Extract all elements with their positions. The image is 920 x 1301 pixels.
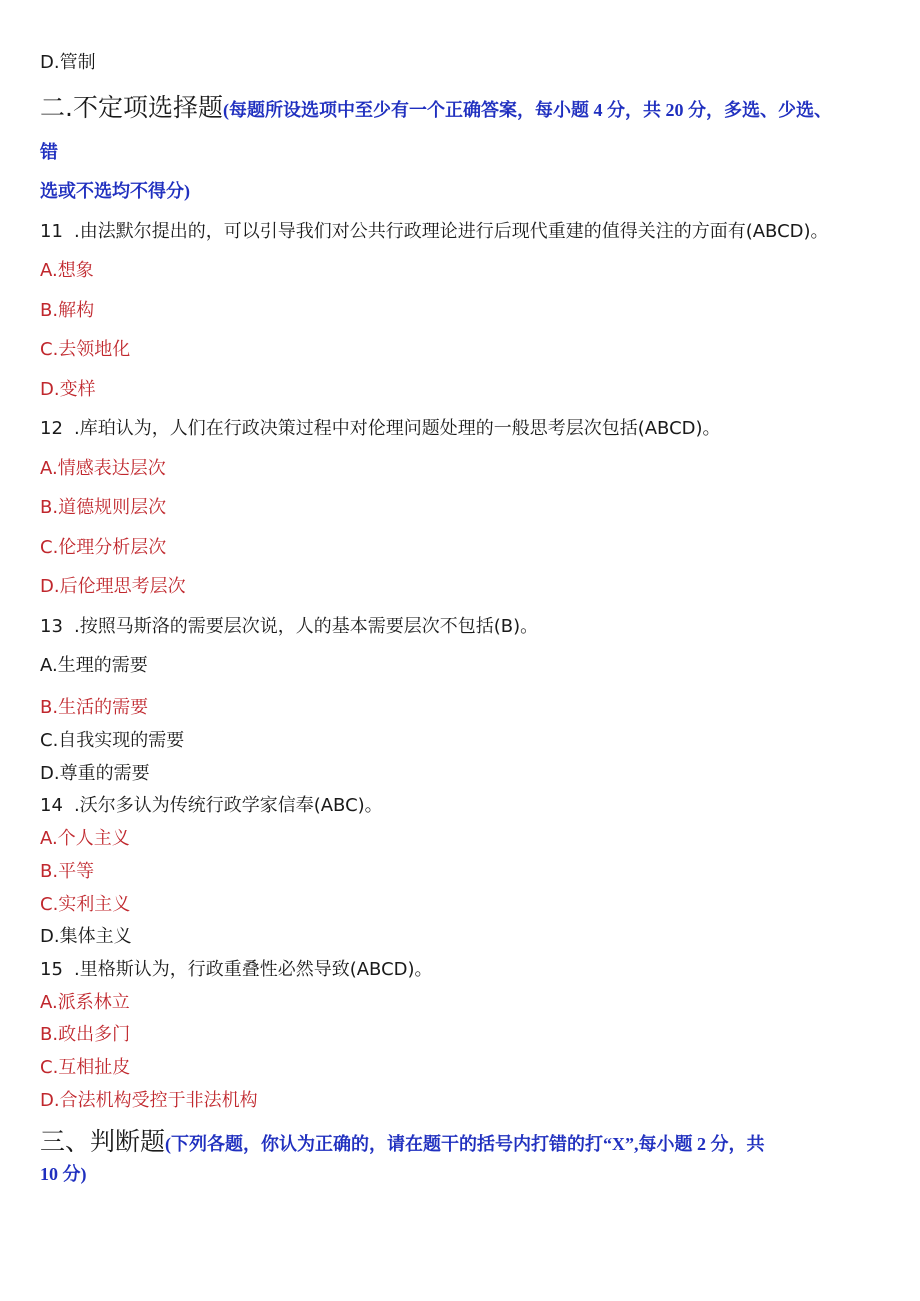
q12-option-a: A.情感表达层次: [40, 458, 166, 479]
q15-option-a: A.派系林立: [40, 992, 130, 1013]
question-number: 11: [40, 221, 63, 242]
question-text: .里格斯认为，行政重叠性必然导致(ABCD)。: [74, 959, 433, 980]
q14-option-d: D.集体主义: [40, 926, 132, 947]
question-number: 15: [40, 959, 63, 980]
question-number: 13: [40, 616, 63, 637]
q11-option-a: A.想象: [40, 260, 94, 281]
q11-option-b: B.解构: [40, 300, 95, 321]
section-2-note: (每题所设选项中至少有一个正确答案，每小题 4 分，共 20 分，多选、少选、: [222, 100, 832, 120]
q15-option-c: C.互相扯皮: [40, 1057, 131, 1078]
q14-option-a: A.个人主义: [40, 828, 130, 849]
q13-option-a: A.生理的需要: [40, 655, 148, 676]
section-2-note-line-2: 错: [40, 142, 58, 162]
q13-option-b: B.生活的需要: [40, 697, 149, 718]
question-text: .库珀认为，人们在行政决策过程中对伦理问题处理的一般思考层次包括(ABCD)。: [74, 418, 721, 439]
question-text: .由法默尔提出的，可以引导我们对公共行政理论进行后现代重建的值得关注的方面有(ABCD)。: [74, 221, 829, 242]
q14-option-b: B.平等: [40, 861, 95, 882]
q15-option-d: D.合法机构受控于非法机构: [40, 1090, 258, 1111]
section-3-title: 三、判断题: [40, 1127, 166, 1156]
q15-option-b: B.政出多门: [40, 1024, 131, 1045]
question-12: [40, 414, 721, 440]
question-number: 12: [40, 418, 63, 439]
question-13: [40, 612, 538, 638]
question-14: [40, 791, 383, 817]
q12-option-d: D.后伦理思考层次: [40, 576, 186, 597]
q11-option-c: C.去领地化: [40, 339, 131, 360]
section-3-note-line-2: 10 分): [40, 1164, 87, 1184]
q12-option-c: C.伦理分析层次: [40, 537, 167, 558]
question-15: [40, 955, 433, 981]
question-text: .沃尔多认为传统行政学家信奉(ABC)。: [74, 795, 383, 816]
q13-option-d: D.尊重的需要: [40, 763, 150, 784]
section-2-heading: [40, 88, 832, 124]
section-2-note-line-3: 选或不选均不得分): [40, 181, 190, 201]
q13-option-c: C.自我实现的需要: [40, 730, 185, 751]
question-text: .按照马斯洛的需要层次说，人的基本需要层次不包括(B)。: [74, 616, 539, 637]
section-3-heading: [40, 1122, 765, 1158]
section-2-title: 二.不定项选择题: [40, 93, 223, 122]
q11-option-d: D.变样: [40, 379, 96, 400]
section-3-note: (下列各题，你认为正确的，请在题干的括号内打错的打“X”,每小题 2 分，共: [165, 1134, 765, 1154]
question-number: 14: [40, 795, 63, 816]
q12-option-b: B.道德规则层次: [40, 497, 167, 518]
question-11: [40, 217, 829, 243]
option-d-management: D.管制: [40, 52, 96, 73]
q14-option-c: C.实利主义: [40, 894, 131, 915]
